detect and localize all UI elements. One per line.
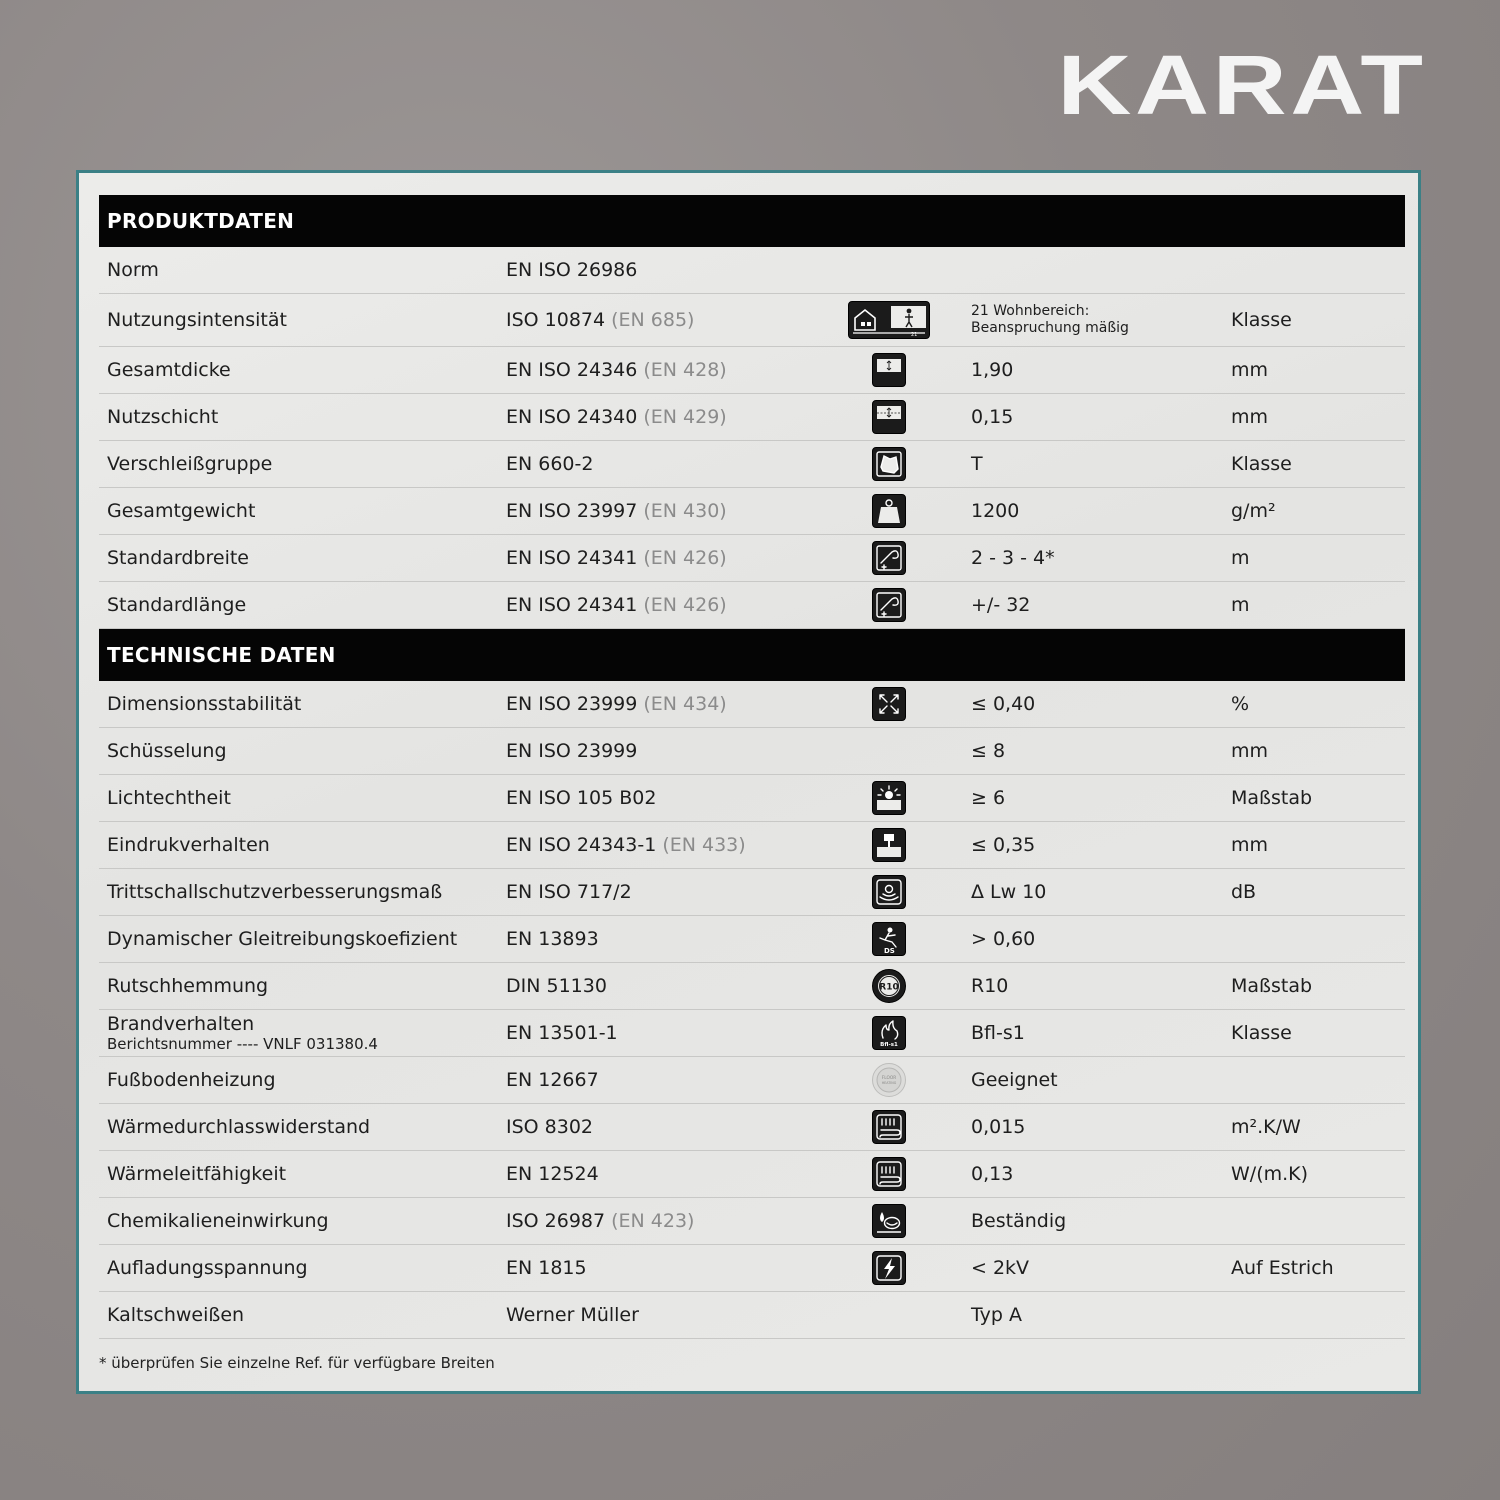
thermal-resistance-icon	[872, 1110, 906, 1144]
norm-alt-standard: (EN 433)	[662, 834, 746, 856]
property-label-cell	[107, 1151, 499, 1197]
norm-cell	[506, 1198, 826, 1244]
norm-standard: EN ISO 105 B02	[506, 787, 657, 809]
property-unit: Auf Estrich	[1231, 1257, 1334, 1279]
property-label: Brandverhalten	[107, 1013, 255, 1035]
property-value: Bfl-s1	[971, 1022, 1025, 1044]
property-label: Verschleißgruppe	[107, 453, 273, 475]
norm-alt-standard: (EN 423)	[611, 1210, 695, 1232]
table-row	[99, 775, 1405, 822]
unit-cell	[1231, 1198, 1401, 1244]
property-value: Geeignet	[971, 1069, 1058, 1091]
property-label-cell	[107, 963, 499, 1009]
icon-cell	[844, 1245, 934, 1291]
value-cell	[971, 294, 1221, 346]
property-value: +/- 32	[971, 594, 1031, 616]
thermal-conductivity-icon	[872, 1157, 906, 1191]
unit-cell	[1231, 488, 1401, 534]
property-label: Rutschhemmung	[107, 975, 269, 997]
value-cell	[971, 441, 1221, 487]
property-unit: Klasse	[1231, 1022, 1292, 1044]
value-cell	[971, 681, 1221, 727]
property-label-cell	[107, 1104, 499, 1150]
property-value: 0,13	[971, 1163, 1014, 1185]
table-row	[99, 728, 1405, 775]
property-label: Kaltschweißen	[107, 1304, 245, 1326]
wear-layer-icon	[872, 400, 906, 434]
roll-width-icon	[872, 541, 906, 575]
product-data-sheet	[76, 170, 1421, 1394]
property-value: Beständig	[971, 1210, 1067, 1232]
icon-cell	[844, 916, 934, 962]
icon-cell	[844, 1292, 934, 1338]
value-cell	[971, 1245, 1221, 1291]
wear-group-icon	[872, 447, 906, 481]
icon-cell	[844, 441, 934, 487]
property-value: ≥ 6	[971, 787, 1006, 809]
svg-text:21: 21	[911, 332, 918, 338]
property-label: Dynamischer Gleitreibungskoefizient	[107, 928, 458, 950]
norm-cell	[506, 1292, 826, 1338]
property-label-cell	[107, 1057, 499, 1103]
value-cell	[971, 916, 1221, 962]
unit-cell	[1231, 1151, 1401, 1197]
property-label: Standardlänge	[107, 594, 247, 616]
property-label: Nutzschicht	[107, 406, 219, 428]
icon-cell	[844, 582, 934, 628]
value-cell	[971, 822, 1221, 868]
table-row	[99, 394, 1405, 441]
property-label-cell	[107, 488, 499, 534]
norm-standard: EN 1815	[506, 1257, 587, 1279]
norm-standard: EN 12524	[506, 1163, 599, 1185]
norm-standard: ISO 10874	[506, 309, 606, 331]
unit-cell	[1231, 916, 1401, 962]
norm-alt-standard: (EN 428)	[643, 359, 727, 381]
norm-standard: Werner Müller	[506, 1304, 639, 1326]
unit-cell	[1231, 294, 1401, 346]
svg-text:Bfl-s1: Bfl-s1	[880, 1042, 898, 1048]
norm-standard: EN 660-2	[506, 453, 594, 475]
property-value: T	[971, 453, 983, 475]
norm-cell	[506, 1057, 826, 1103]
norm-alt-standard: (EN 434)	[643, 693, 727, 715]
unit-cell	[1231, 963, 1401, 1009]
norm-cell	[506, 1151, 826, 1197]
weight-icon	[872, 494, 906, 528]
unit-cell	[1231, 247, 1401, 293]
norm-standard: EN ISO 24340	[506, 406, 638, 428]
unit-cell	[1231, 1104, 1401, 1150]
value-cell	[971, 1104, 1221, 1150]
icon-cell	[844, 1151, 934, 1197]
norm-standard: EN ISO 24341	[506, 547, 638, 569]
total-thickness-icon	[872, 353, 906, 387]
footnote: * überprüfen Sie einzelne Ref. für verfügbare Breiten	[99, 1354, 495, 1372]
table-row	[99, 1292, 1405, 1339]
property-label-cell	[107, 1292, 499, 1338]
icon-cell	[844, 247, 934, 293]
unit-cell	[1231, 869, 1401, 915]
value-cell	[971, 963, 1221, 1009]
property-unit: g/m²	[1231, 500, 1276, 522]
property-label: Wärmedurchlasswiderstand	[107, 1116, 371, 1138]
norm-cell	[506, 582, 826, 628]
table-row	[99, 1057, 1405, 1104]
value-cell	[971, 775, 1221, 821]
property-value: 0,15	[971, 406, 1014, 428]
norm-standard: EN 12667	[506, 1069, 599, 1091]
property-unit: mm	[1231, 359, 1269, 381]
impact-sound-icon	[872, 875, 906, 909]
norm-cell	[506, 822, 826, 868]
norm-cell	[506, 681, 826, 727]
icon-cell	[844, 681, 934, 727]
norm-cell	[506, 728, 826, 774]
unit-cell	[1231, 347, 1401, 393]
norm-alt-standard: (EN 426)	[643, 547, 727, 569]
icon-cell	[844, 728, 934, 774]
roll-length-icon	[872, 588, 906, 622]
property-value: ≤ 8	[971, 740, 1006, 762]
property-label: Aufladungsspannung	[107, 1257, 308, 1279]
value-cell	[971, 582, 1221, 628]
table-row	[99, 294, 1405, 347]
table-row	[99, 347, 1405, 394]
unit-cell	[1231, 775, 1401, 821]
norm-standard: EN 13501-1	[506, 1022, 618, 1044]
table-row	[99, 822, 1405, 869]
icon-cell	[844, 294, 934, 346]
property-value: ≤ 0,40	[971, 693, 1036, 715]
unit-cell	[1231, 441, 1401, 487]
property-label: Lichtechtheit	[107, 787, 231, 809]
norm-cell	[506, 347, 826, 393]
norm-standard: ISO 26987	[506, 1210, 606, 1232]
table-row	[99, 1198, 1405, 1245]
norm-standard: ISO 8302	[506, 1116, 594, 1138]
value-cell	[971, 1292, 1221, 1338]
property-unit: Maßstab	[1231, 975, 1313, 997]
table-row	[99, 488, 1405, 535]
property-value: < 2kV	[971, 1257, 1030, 1279]
value-cell	[971, 1057, 1221, 1103]
property-label-cell	[107, 869, 499, 915]
norm-cell	[506, 1245, 826, 1291]
table-row	[99, 1151, 1405, 1198]
norm-alt-standard: (EN 685)	[611, 309, 695, 331]
unit-cell	[1231, 535, 1401, 581]
property-label-cell	[107, 294, 499, 346]
norm-cell	[506, 775, 826, 821]
property-value: R10	[971, 975, 1009, 997]
unit-cell	[1231, 728, 1401, 774]
table-row	[99, 1010, 1405, 1057]
property-label-cell	[107, 582, 499, 628]
property-label: Nutzungsintensität	[107, 309, 287, 331]
brand-logo	[1036, 38, 1448, 150]
property-unit: Maßstab	[1231, 787, 1313, 809]
value-cell	[971, 869, 1221, 915]
norm-cell	[506, 294, 826, 346]
value-cell	[971, 1151, 1221, 1197]
norm-cell	[506, 488, 826, 534]
property-label: Chemikalieneinwirkung	[107, 1210, 329, 1232]
property-label: Standardbreite	[107, 547, 249, 569]
norm-standard: DIN 51130	[506, 975, 607, 997]
svg-text:HEATING: HEATING	[881, 1081, 897, 1085]
property-value: 2 - 3 - 4*	[971, 547, 1055, 569]
property-label-cell	[107, 535, 499, 581]
property-value: 1,90	[971, 359, 1014, 381]
value-cell	[971, 1010, 1221, 1056]
norm-cell	[506, 535, 826, 581]
norm-cell	[506, 394, 826, 440]
norm-cell	[506, 441, 826, 487]
static-charge-icon	[872, 1251, 906, 1285]
table-row	[99, 582, 1405, 629]
icon-cell	[844, 822, 934, 868]
property-label-cell	[107, 1198, 499, 1244]
value-cell	[971, 247, 1221, 293]
property-sublabel: Berichtsnummer ---- VNLF 031380.4	[107, 1035, 378, 1053]
property-label: Fußbodenheizung	[107, 1069, 276, 1091]
usage-class-icon	[848, 301, 930, 339]
property-unit: mm	[1231, 740, 1269, 762]
table-row	[99, 535, 1405, 582]
value-cell	[971, 728, 1221, 774]
value-cell	[971, 394, 1221, 440]
unit-cell	[1231, 394, 1401, 440]
unit-cell	[1231, 1292, 1401, 1338]
section-header: PRODUKTDATEN	[99, 195, 1405, 247]
property-label-cell	[107, 1245, 499, 1291]
chemical-resistance-icon	[872, 1204, 906, 1238]
icon-cell	[844, 347, 934, 393]
spec-table	[99, 195, 1405, 1339]
svg-text:FLOOR: FLOOR	[881, 1076, 897, 1081]
svg-text:R10: R10	[879, 982, 899, 993]
norm-standard: EN ISO 23999	[506, 740, 638, 762]
unit-cell	[1231, 1057, 1401, 1103]
table-row	[99, 247, 1405, 294]
icon-cell	[844, 963, 934, 1009]
property-value: > 0,60	[971, 928, 1036, 950]
icon-cell	[844, 1057, 934, 1103]
norm-alt-standard: (EN 430)	[643, 500, 727, 522]
norm-standard: EN ISO 24341	[506, 594, 638, 616]
property-value: Δ Lw 10	[971, 881, 1047, 903]
floor-heating-icon	[872, 1063, 906, 1097]
property-unit: dB	[1231, 881, 1257, 903]
property-unit: m².K/W	[1231, 1116, 1301, 1138]
fire-behaviour-icon	[872, 1016, 906, 1050]
property-value: 1200	[971, 500, 1020, 522]
norm-standard: EN 13893	[506, 928, 599, 950]
property-unit: %	[1231, 693, 1250, 715]
value-cell	[971, 488, 1221, 534]
norm-standard: EN ISO 23999	[506, 693, 638, 715]
dimensional-stability-icon	[872, 687, 906, 721]
property-label: Gesamtgewicht	[107, 500, 256, 522]
norm-cell	[506, 1104, 826, 1150]
property-label: Wärmeleitfähigkeit	[107, 1163, 287, 1185]
value-cell	[971, 535, 1221, 581]
norm-cell	[506, 869, 826, 915]
property-unit: m	[1231, 547, 1250, 569]
norm-cell	[506, 916, 826, 962]
r10-icon	[872, 969, 906, 1003]
table-row	[99, 1104, 1405, 1151]
unit-cell	[1231, 1245, 1401, 1291]
icon-cell	[844, 1104, 934, 1150]
property-label: Eindrukverhalten	[107, 834, 270, 856]
property-label-cell	[107, 247, 499, 293]
icon-cell	[844, 1010, 934, 1056]
property-label-cell	[107, 394, 499, 440]
brand-name: KARAT	[1057, 38, 1427, 132]
property-label: Trittschallschutzverbesserungsmaß	[107, 881, 443, 903]
icon-cell	[844, 535, 934, 581]
norm-standard: EN ISO 24343-1	[506, 834, 657, 856]
norm-cell	[506, 247, 826, 293]
norm-cell	[506, 963, 826, 1009]
property-unit: W/(m.K)	[1231, 1163, 1309, 1185]
property-label-cell	[107, 775, 499, 821]
icon-cell	[844, 869, 934, 915]
section-header: TECHNISCHE DATEN	[99, 629, 1405, 681]
norm-standard: EN ISO 23997	[506, 500, 638, 522]
light-fastness-icon	[872, 781, 906, 815]
property-unit: m	[1231, 594, 1250, 616]
table-row	[99, 441, 1405, 488]
property-label: Dimensionsstabilität	[107, 693, 302, 715]
table-row	[99, 916, 1405, 963]
property-unit: mm	[1231, 834, 1269, 856]
table-row	[99, 681, 1405, 728]
value-cell	[971, 347, 1221, 393]
indentation-icon	[872, 828, 906, 862]
property-label-cell	[107, 916, 499, 962]
norm-standard: EN ISO 24346	[506, 359, 638, 381]
property-label-cell	[107, 347, 499, 393]
property-label: Gesamtdicke	[107, 359, 231, 381]
property-label-cell	[107, 681, 499, 727]
norm-standard: EN ISO 717/2	[506, 881, 632, 903]
value-cell	[971, 1198, 1221, 1244]
property-label: Norm	[107, 259, 159, 281]
property-value: 21 Wohnbereich: Beanspruchung mäßig	[971, 303, 1129, 336]
table-row	[99, 963, 1405, 1010]
unit-cell	[1231, 582, 1401, 628]
property-value: ≤ 0,35	[971, 834, 1036, 856]
property-label-cell	[107, 1010, 499, 1056]
norm-alt-standard: (EN 429)	[643, 406, 727, 428]
icon-cell	[844, 394, 934, 440]
property-unit: mm	[1231, 406, 1269, 428]
norm-cell	[506, 1010, 826, 1056]
table-row	[99, 1245, 1405, 1292]
table-row	[99, 869, 1405, 916]
norm-standard: EN ISO 26986	[506, 259, 638, 281]
unit-cell	[1231, 681, 1401, 727]
property-label: Schüsselung	[107, 740, 227, 762]
icon-cell	[844, 775, 934, 821]
property-label-cell	[107, 441, 499, 487]
unit-cell	[1231, 822, 1401, 868]
icon-cell	[844, 1198, 934, 1244]
property-value: 0,015	[971, 1116, 1026, 1138]
property-label-cell	[107, 728, 499, 774]
property-unit: Klasse	[1231, 309, 1292, 331]
property-value: Typ A	[971, 1304, 1022, 1326]
norm-alt-standard: (EN 426)	[643, 594, 727, 616]
property-unit: Klasse	[1231, 453, 1292, 475]
property-label-cell	[107, 822, 499, 868]
slip-ds-icon	[872, 922, 906, 956]
icon-cell	[844, 488, 934, 534]
unit-cell	[1231, 1010, 1401, 1056]
svg-text:DS: DS	[884, 947, 895, 954]
